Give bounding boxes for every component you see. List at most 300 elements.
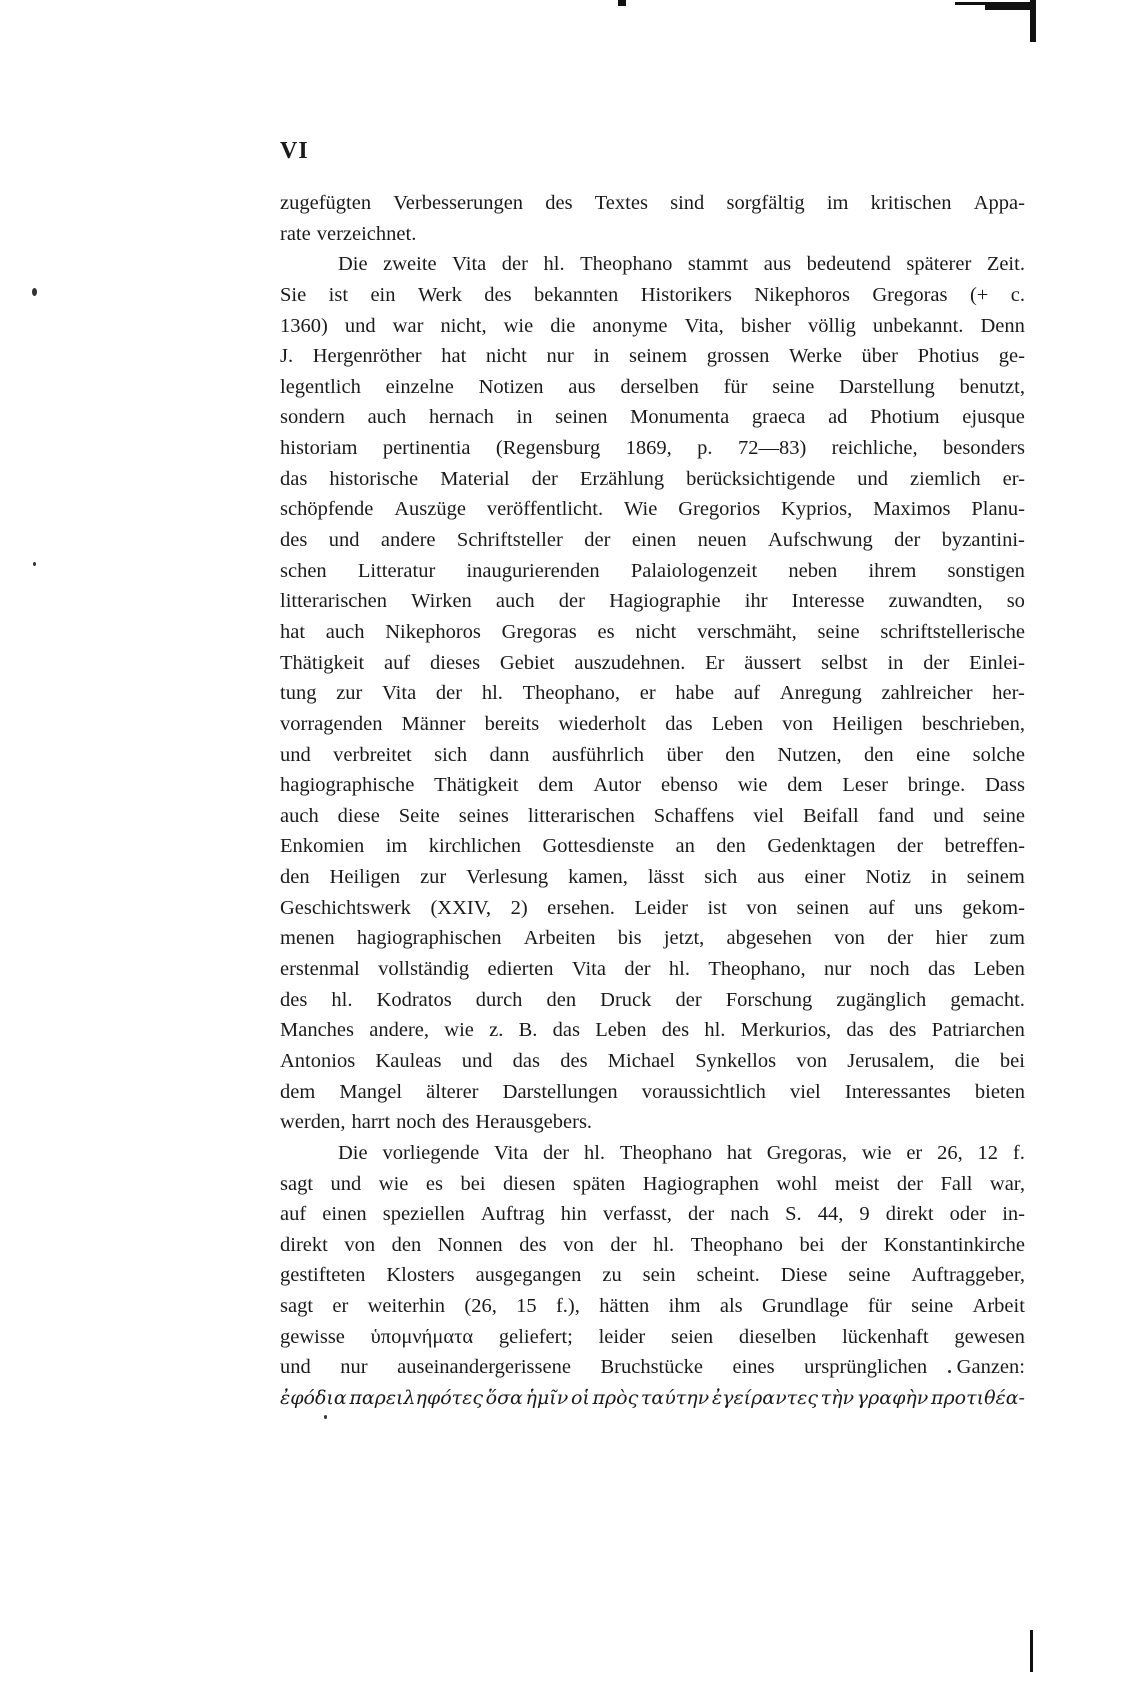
text-word: (26,: [464, 1295, 497, 1318]
text-word: hl.: [543, 253, 565, 276]
text-word: seinen: [796, 896, 850, 919]
text-word: Material: [440, 467, 510, 490]
text-word: speziellen: [382, 1203, 465, 1226]
text-word: des: [889, 1019, 917, 1042]
text-line: [280, 709, 1025, 740]
text-word: Druck: [600, 988, 652, 1011]
text-word: hl.: [668, 958, 690, 981]
text-word: seinen: [555, 406, 608, 429]
text-word: bei: [799, 1233, 825, 1256]
text-word: Darstellung: [839, 375, 935, 398]
text-word: vorliegende: [382, 1141, 480, 1164]
text-word: wiederholt: [558, 712, 647, 735]
text-word: gewesen: [954, 1325, 1025, 1348]
text-word: und: [280, 1356, 311, 1379]
text-word: zuwandten,: [888, 590, 983, 613]
text-word: viel: [790, 1080, 821, 1103]
text-word: verschmäht,: [697, 620, 797, 643]
text-word: in: [516, 406, 533, 429]
text-word: auch: [495, 590, 535, 613]
text-word: Gregorios: [678, 498, 761, 521]
text-word: Auftrag: [480, 1203, 545, 1226]
text-word: bereits: [484, 712, 540, 735]
text-word: vollständig: [378, 958, 470, 981]
scan-edge-mark: [985, 4, 1030, 10]
text-word: er-: [1002, 467, 1025, 490]
text-word: Herausgebers.: [475, 1111, 593, 1134]
text-word: (Regensburg: [495, 437, 601, 460]
text-word: seinem: [629, 345, 688, 368]
text-word: Hagiographen: [642, 1172, 759, 1195]
text-word: Konstantinkirche: [883, 1233, 1025, 1256]
text-word: Maximos: [873, 498, 951, 521]
text-word: Theophano,: [708, 958, 806, 981]
text-word: durch: [475, 988, 523, 1011]
text-line: [280, 1383, 1025, 1414]
text-word: ersehen.: [547, 896, 615, 919]
text-word: Gregoras,: [766, 1141, 848, 1164]
text-word: Gregoras: [872, 283, 948, 306]
text-word: ihr: [744, 590, 768, 613]
text-word: Photium: [870, 406, 940, 429]
text-word: dem: [538, 774, 574, 797]
text-word: Vita: [452, 253, 487, 276]
text-word: dieselben: [738, 1325, 817, 1348]
text-line: [280, 525, 1025, 556]
text-word: hat: [726, 1141, 752, 1164]
text-word: dem: [280, 1080, 316, 1103]
text-word: hl.: [653, 1233, 675, 1256]
text-word: (+: [969, 283, 989, 306]
text-word: 1360): [280, 314, 328, 337]
text-word: wohl: [776, 1172, 818, 1195]
text-word: des: [519, 1233, 547, 1256]
text-line: [280, 402, 1025, 433]
text-word: zahlreicher: [881, 682, 973, 705]
text-word: der: [841, 1233, 868, 1256]
text-word: späterer: [906, 253, 972, 276]
text-word: in: [593, 345, 610, 368]
text-word: Schaffens: [653, 804, 735, 827]
text-word: gestifteten: [280, 1264, 366, 1287]
text-word: seine: [772, 375, 815, 398]
text-word: voraussichtlich: [641, 1080, 766, 1103]
text-word: B.: [518, 1019, 538, 1042]
text-word: 26,: [937, 1141, 963, 1164]
text-word: sorgfältig: [726, 192, 805, 214]
text-word: Theophano: [619, 1141, 713, 1164]
text-word: das: [665, 712, 693, 735]
text-word: der: [624, 958, 651, 981]
text-word: auch: [367, 406, 407, 429]
text-word: παρειληφότες: [349, 1386, 483, 1409]
text-word: edierten: [487, 958, 554, 981]
text-word: Historikers: [640, 283, 732, 306]
text-word: andere,: [369, 1019, 430, 1042]
text-word: verbreitet: [333, 743, 412, 766]
text-word: 72—83): [737, 437, 807, 460]
text-word: πρὸς: [592, 1386, 639, 1409]
text-line: [280, 556, 1025, 587]
text-word: er: [906, 1141, 923, 1164]
text-word: J.: [280, 345, 294, 368]
text-word: auseinandergerissene: [397, 1356, 571, 1379]
text-word: ἐφόδια: [280, 1386, 347, 1409]
text-word: sind: [670, 192, 705, 214]
text-line: [280, 464, 1025, 495]
text-word: hagiographische: [280, 774, 415, 797]
text-word: der: [558, 590, 585, 613]
text-word: verzeichnet.: [316, 222, 417, 245]
text-word: der: [542, 1141, 570, 1164]
text-line: [280, 433, 1025, 464]
text-word: das: [512, 1049, 540, 1072]
text-word: den: [864, 743, 894, 766]
text-word: z.: [489, 1019, 504, 1042]
text-word: kamen,: [568, 866, 628, 889]
text-word: lückenhaft: [842, 1325, 929, 1348]
text-word: ausführlich: [551, 743, 645, 766]
text-word: einzelne: [385, 375, 454, 398]
text-word: besonders: [942, 437, 1025, 460]
text-word: Notiz: [865, 866, 911, 889]
text-word: des: [280, 529, 308, 552]
text-word: aus: [763, 253, 792, 276]
text-word: ad: [828, 406, 848, 429]
text-word: inaugurierenden: [466, 559, 600, 582]
text-word: zum: [989, 927, 1025, 950]
text-word: schriftstellerische: [880, 620, 1025, 643]
text-word: bisher: [740, 314, 791, 337]
text-line: [280, 985, 1025, 1016]
text-word: gemacht.: [950, 988, 1025, 1011]
text-word: hat: [280, 620, 306, 643]
text-word: Michael: [607, 1049, 675, 1072]
text-word: wie: [503, 314, 534, 337]
text-word: das: [927, 958, 956, 981]
text-word: Klosters: [386, 1264, 455, 1287]
text-word: und: [461, 1049, 493, 1072]
text-word: bis: [617, 927, 642, 950]
text-word: 44,: [817, 1203, 844, 1226]
text-word: unbekannt.: [872, 314, 964, 337]
text-word: nicht: [485, 345, 527, 368]
text-word: bekannten: [534, 283, 619, 306]
text-word: Er: [705, 651, 725, 674]
text-word: vorragenden: [280, 712, 383, 735]
text-word: nur: [546, 345, 574, 368]
text-word: Heiligen: [832, 712, 903, 735]
text-word: sagt: [280, 1172, 314, 1195]
text-word: Schriftsteller: [456, 529, 563, 552]
text-word: ejusque: [962, 406, 1025, 429]
text-word: fand: [877, 804, 915, 827]
text-word: Theophano,: [522, 682, 621, 705]
text-word: Theophano: [690, 1233, 783, 1256]
text-word: derselben: [620, 375, 699, 398]
text-word: harrt: [351, 1111, 391, 1134]
text-line: [280, 617, 1025, 648]
text-line: [280, 311, 1025, 342]
text-word: seine: [848, 1264, 891, 1287]
text-word: Nikephoros: [385, 620, 481, 643]
text-word: ihm: [668, 1295, 701, 1318]
text-word: Kodratos: [376, 988, 452, 1011]
text-word: des: [442, 1111, 470, 1134]
text-word: diese: [337, 804, 380, 827]
text-line: [280, 740, 1025, 771]
text-word: von: [344, 1233, 376, 1256]
text-word: grossen: [706, 345, 770, 368]
text-word: des: [545, 192, 573, 214]
text-word: beschrieben,: [921, 712, 1025, 735]
text-word: Gottesdienste: [542, 835, 655, 858]
text-word: seine: [982, 804, 1025, 827]
text-word: zu: [602, 1264, 622, 1287]
text-word: verfasst,: [603, 1203, 672, 1226]
text-word: Diese: [780, 1264, 828, 1287]
text-line: [280, 1291, 1025, 1322]
text-word: menen: [280, 927, 335, 950]
text-line: [280, 219, 1025, 250]
text-word: hat: [441, 345, 467, 368]
text-word: ausgegangen: [475, 1264, 582, 1287]
text-word: sagt: [280, 1295, 314, 1318]
text-word: uns: [914, 896, 943, 919]
text-word: tung: [280, 682, 317, 705]
text-word: in: [930, 866, 947, 889]
text-word: her-: [992, 682, 1025, 705]
text-word: Vita,: [684, 314, 724, 337]
text-word: wie: [737, 774, 768, 797]
text-line: [280, 923, 1025, 954]
text-line: [280, 1230, 1025, 1261]
text-word: nur: [824, 958, 852, 981]
text-word: oder: [949, 1203, 987, 1226]
text-word: graeca: [751, 406, 806, 429]
text-word: Interesse: [791, 590, 865, 613]
text-word: Geschichtswerk: [280, 896, 411, 919]
text-word: dieses: [430, 651, 481, 674]
text-line: [280, 862, 1025, 893]
text-word: Enkomien: [280, 835, 365, 858]
text-line: [280, 1107, 1025, 1138]
text-line: [280, 831, 1025, 862]
text-line: [280, 249, 1025, 280]
text-word: im: [385, 835, 408, 858]
text-word: hl.: [331, 988, 353, 1011]
text-word: auf: [384, 651, 411, 674]
text-word: dem: [787, 774, 823, 797]
text-word: neuen: [697, 529, 747, 552]
text-word: berücksichtigende: [686, 467, 836, 490]
text-word: Leser: [842, 774, 888, 797]
text-word: so: [1006, 590, 1025, 613]
text-word: f.: [1012, 1141, 1025, 1164]
text-word: historische: [329, 467, 419, 490]
text-word: anonyme: [592, 314, 668, 337]
text-word: Monumenta: [630, 406, 730, 429]
text-line: [280, 1046, 1025, 1077]
text-word: solche: [972, 743, 1025, 766]
text-word: es: [425, 1172, 443, 1195]
text-word: bringe.: [907, 774, 966, 797]
text-word: werden,: [280, 1111, 346, 1134]
scan-edge-mark: [1030, 1630, 1033, 1672]
text-word: für: [723, 375, 748, 398]
text-word: Denn: [980, 314, 1025, 337]
text-word: der: [501, 253, 528, 276]
text-word: der: [894, 529, 921, 552]
text-word: des: [560, 1049, 588, 1072]
text-word: Vita: [382, 682, 417, 705]
text-word: ist: [328, 283, 349, 306]
text-word: Gregoras: [501, 620, 577, 643]
text-word: war,: [989, 1172, 1025, 1195]
text-word: Seite: [398, 804, 440, 827]
text-word: sein: [642, 1264, 676, 1287]
text-word: Leben: [595, 1019, 647, 1042]
text-word: Vita: [571, 958, 606, 981]
text-word: Sie: [280, 283, 307, 306]
text-line: [280, 280, 1025, 311]
text-line: [280, 678, 1025, 709]
text-word: Patriarchen: [931, 1019, 1025, 1042]
text-word: des: [484, 283, 512, 306]
text-word: den: [546, 988, 577, 1011]
text-word: Merkurios,: [740, 1019, 832, 1042]
text-word: nicht,: [440, 314, 487, 337]
text-word: Gedenktagen: [767, 835, 876, 858]
text-word: hätten: [599, 1295, 650, 1318]
text-word: und: [328, 529, 360, 552]
text-word: ebenso: [661, 774, 718, 797]
text-word: auf: [280, 1203, 307, 1226]
text-word: abgesehen: [726, 927, 812, 950]
text-word: wie: [861, 1141, 892, 1164]
text-word: Verbesserungen: [393, 192, 524, 214]
text-word: hl.: [481, 682, 503, 705]
text-word: Textes: [594, 192, 648, 214]
text-word: Planu-: [971, 498, 1025, 521]
text-word: Nikephoros: [754, 283, 850, 306]
text-word: völlig: [807, 314, 856, 337]
text-word: ἡμῖν: [525, 1386, 569, 1409]
text-word: der: [923, 651, 950, 674]
text-word: τὴν: [820, 1386, 855, 1409]
text-word: Grundlage: [761, 1295, 849, 1318]
text-word: er: [639, 682, 656, 705]
text-word: Thätigkeit: [434, 774, 519, 797]
text-word: historiam: [280, 437, 358, 460]
text-word: ist: [707, 896, 727, 919]
text-word: ziemlich: [910, 467, 981, 490]
text-word: eine: [916, 743, 951, 766]
text-word: und: [344, 314, 376, 337]
text-word: hagiographischen: [356, 927, 502, 950]
text-word: des: [280, 988, 308, 1011]
text-word: äussert: [744, 651, 802, 674]
text-word: direkt: [885, 1203, 934, 1226]
text-word: 15: [516, 1295, 537, 1318]
text-word: Bruchstücke: [600, 1356, 703, 1379]
text-word: bei: [460, 1172, 486, 1195]
text-word: gekom-: [962, 896, 1025, 919]
text-line: [280, 1138, 1025, 1169]
text-word: nach: [730, 1203, 769, 1226]
text-word: προτιθέα-: [931, 1386, 1025, 1409]
text-word: Kauleas: [375, 1049, 442, 1072]
text-line: [280, 341, 1025, 372]
text-word: noch: [396, 1111, 437, 1134]
text-word: Autor: [593, 774, 642, 797]
text-word: f.),: [555, 1295, 580, 1318]
text-word: seines: [458, 804, 509, 827]
text-word: Notizen: [478, 375, 544, 398]
text-word: in: [887, 651, 904, 674]
text-word: bei: [999, 1049, 1025, 1072]
text-word: scheint.: [696, 1264, 760, 1287]
text-word: S.: [785, 1203, 802, 1226]
text-word: c.: [1010, 283, 1025, 306]
text-word: ursprünglichen: [804, 1356, 928, 1379]
text-word: bedeutend: [806, 253, 891, 276]
text-word: Litteratur: [357, 559, 436, 582]
text-word: sich: [434, 743, 468, 766]
text-word: οἱ: [570, 1386, 590, 1409]
text-word: ταύτην: [640, 1386, 710, 1409]
text-word: im: [826, 192, 849, 214]
text-word: schöpfende: [280, 498, 374, 521]
text-word: pertinentia: [382, 437, 471, 460]
text-word: hl.: [583, 1141, 606, 1164]
text-word: litterarischen: [280, 590, 388, 613]
text-line: [280, 801, 1025, 832]
text-word: Forschung: [725, 988, 813, 1011]
text-line: [280, 1260, 1025, 1291]
text-word: Wirken: [411, 590, 472, 613]
text-word: zugänglich: [836, 988, 927, 1011]
text-word: Anregung: [779, 682, 862, 705]
text-word: benutzt,: [959, 375, 1025, 398]
text-word: kritischen: [870, 192, 952, 214]
text-word: nur: [340, 1356, 368, 1379]
text-word: erstenmal: [280, 958, 360, 981]
text-word: γραφὴν: [856, 1386, 929, 1409]
text-word: sonstigen: [947, 559, 1025, 582]
scan-smudge: [32, 288, 37, 296]
text-word: leider: [598, 1325, 646, 1348]
text-word: einer: [804, 866, 846, 889]
text-word: es: [597, 620, 615, 643]
text-word: lässt: [647, 866, 685, 889]
text-word: Manches: [280, 1019, 355, 1042]
text-word: Jerusalem,: [847, 1049, 935, 1072]
text-word: viel: [753, 804, 784, 827]
text-word: auf: [868, 896, 895, 919]
text-word: Die: [338, 1141, 368, 1164]
text-word: zugefügten: [280, 192, 372, 214]
text-word: noch: [869, 958, 910, 981]
text-word: p.: [697, 437, 713, 460]
text-word: ihrem: [868, 559, 917, 582]
text-word: Auszüge: [394, 498, 466, 521]
text-word: der: [435, 682, 463, 705]
text-word: ὅσα: [485, 1386, 523, 1409]
text-word: Verlesung: [466, 866, 549, 889]
text-word: auszudehnen.: [574, 651, 686, 674]
text-word: Kyprios,: [781, 498, 853, 521]
